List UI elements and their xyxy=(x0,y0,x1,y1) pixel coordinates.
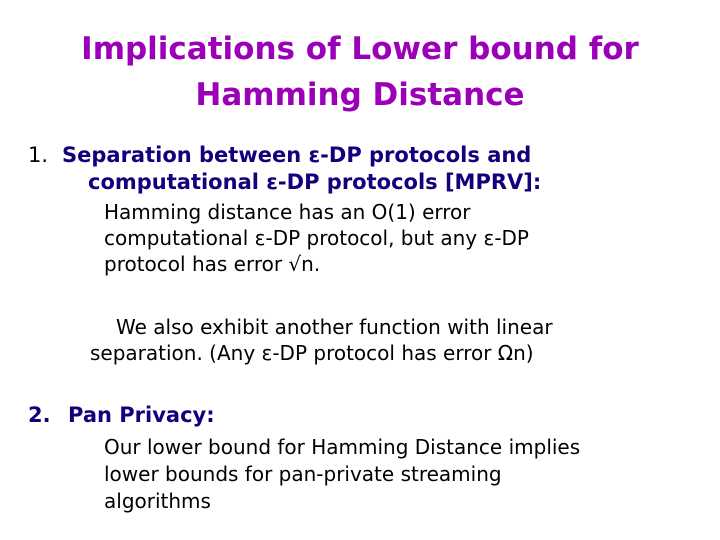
item-2-body-line-2: lower bounds for pan-private streaming xyxy=(104,462,502,486)
item-1-body-line-1: Hamming distance has an O(1) error xyxy=(104,200,471,224)
item-1-heading-line-2: computational ε-DP protocols [MPRV]: xyxy=(88,170,542,194)
item-1-extra-line-2: separation. (Any ε-DP protocol has error Ωn) xyxy=(90,341,534,365)
item-2-heading-line-1: Pan Privacy: xyxy=(68,403,215,427)
item-1-body-line-2: computational ε-DP protocol, but any ε-DP xyxy=(104,226,529,250)
slide-title-line-1: Implications of Lower bound for xyxy=(81,31,639,67)
slide-title-line-2: Hamming Distance xyxy=(195,77,525,113)
slide-title xyxy=(40,26,680,118)
item-2-number: 2. xyxy=(28,403,51,427)
item-1-body-line-3: protocol has error √n. xyxy=(104,252,321,276)
item-1-heading-line-1: Separation between ε-DP protocols and xyxy=(62,143,532,167)
item-2-body-line-3: algorithms xyxy=(104,489,211,513)
item-1-extra-line-1: We also exhibit another function with linear xyxy=(116,315,553,339)
item-2-body-line-1: Our lower bound for Hamming Distance implies xyxy=(104,435,581,459)
item-1-number: 1. xyxy=(28,143,49,167)
